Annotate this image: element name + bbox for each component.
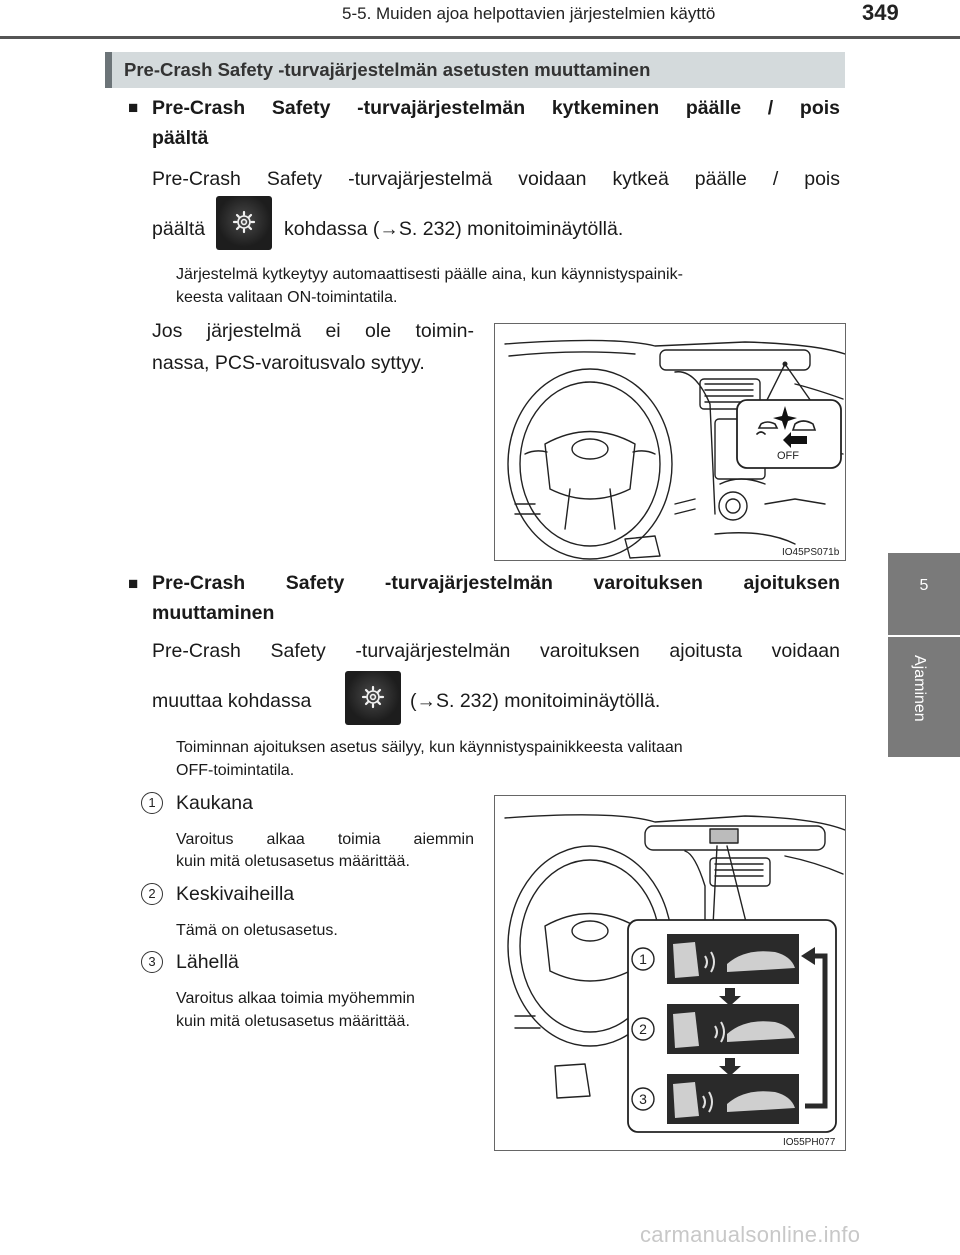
header-rule xyxy=(0,36,960,39)
option-number-3: 3 xyxy=(141,951,163,973)
option-desc-1b: kuin mitä oletusasetus määrittää. xyxy=(176,853,410,870)
timing-illustration xyxy=(495,796,846,1151)
section1-side-line1: Jos järjestelmä ei ole toimin- xyxy=(152,320,474,342)
section2-note-line1: Toiminnan ajoituksen asetus säilyy, kun käynnistyspainikkeesta valitaan xyxy=(176,739,683,756)
section1-heading-line1: Pre-Crash Safety -turvajärjestelmän kytkeminen päälle / pois xyxy=(152,97,840,119)
settings-gear-icon-2 xyxy=(345,671,401,725)
section2-heading-line1: Pre-Crash Safety -turvajärjestelmän varoituksen ajoituksen xyxy=(152,572,840,594)
section1-body-line2-before: päältä xyxy=(152,218,206,240)
page-number: 349 xyxy=(862,0,899,25)
dashboard-figure-timing xyxy=(494,795,846,1151)
section2-body-line2-before: muuttaa kohdassa xyxy=(152,690,312,712)
option-number-2: 2 xyxy=(141,883,163,905)
header-title: 5-5. Muiden ajoa helpottavien järjestelmien käyttö xyxy=(342,4,716,23)
chapter-label-bar xyxy=(888,637,960,757)
chapter-tab xyxy=(888,553,960,635)
section2-bullet: ■ xyxy=(128,574,139,593)
off-label: OFF xyxy=(777,450,799,462)
option-title-1: Kaukana xyxy=(176,792,253,814)
section2-body-line2-after: (→S. 232) monitoiminäytöllä. xyxy=(410,690,661,712)
dashboard-figure-pcs-light xyxy=(494,323,846,561)
chapter-label: Ajaminen xyxy=(911,655,928,722)
option-desc-1a: Varoitus alkaa toimia aiemmin xyxy=(176,831,474,848)
option-number-1: 1 xyxy=(141,792,163,814)
section1-body-line1: Pre-Crash Safety -turvajärjestelmä voidaan kytkeä päälle / pois xyxy=(152,168,840,190)
chapter-number: 5 xyxy=(919,577,929,594)
dashboard-illustration xyxy=(495,324,846,561)
section1-side-line2: nassa, PCS-varoitusvalo syttyy. xyxy=(152,352,425,374)
section-banner-title: Pre-Crash Safety -turvajärjestelmän asetusten muuttaminen xyxy=(124,59,651,80)
section2-note-line2: OFF-toimintatila. xyxy=(176,762,295,779)
section2-body-line1: Pre-Crash Safety -turvajärjestelmän varoituksen ajoitusta voidaan xyxy=(152,640,840,662)
option-desc-2: Tämä on oletusasetus. xyxy=(176,922,338,939)
figure-label-2: 2 xyxy=(639,1021,647,1037)
section2-heading-line2: muuttaminen xyxy=(152,602,275,624)
section1-note-line1: Järjestelmä kytkeytyy automaattisesti päälle aina, kun käynnistyspainik- xyxy=(176,266,683,283)
figure-label-3: 3 xyxy=(639,1091,647,1107)
option-desc-3b: kuin mitä oletusasetus määrittää. xyxy=(176,1013,410,1030)
option-desc-3a: Varoitus alkaa toimia myöhemmin xyxy=(176,990,415,1007)
figure1-caption: IO45PS071b xyxy=(782,547,840,558)
figure-label-1: 1 xyxy=(639,951,647,967)
settings-gear-icon xyxy=(216,196,272,250)
option-title-3: Lähellä xyxy=(176,951,239,973)
section1-body-line2-after: kohdassa (→S. 232) monitoiminäytöllä. xyxy=(284,218,624,240)
section1-heading-line2: päältä xyxy=(152,127,209,149)
option-title-2: Keskivaiheilla xyxy=(176,883,295,905)
figure2-caption: IO55PH077 xyxy=(783,1137,836,1148)
watermark: carmanualsonline.info xyxy=(640,1222,861,1247)
section1-bullet: ■ xyxy=(128,98,139,117)
section1-note-line2: keesta valitaan ON-toimintatila. xyxy=(176,289,398,306)
section-banner xyxy=(105,52,845,88)
